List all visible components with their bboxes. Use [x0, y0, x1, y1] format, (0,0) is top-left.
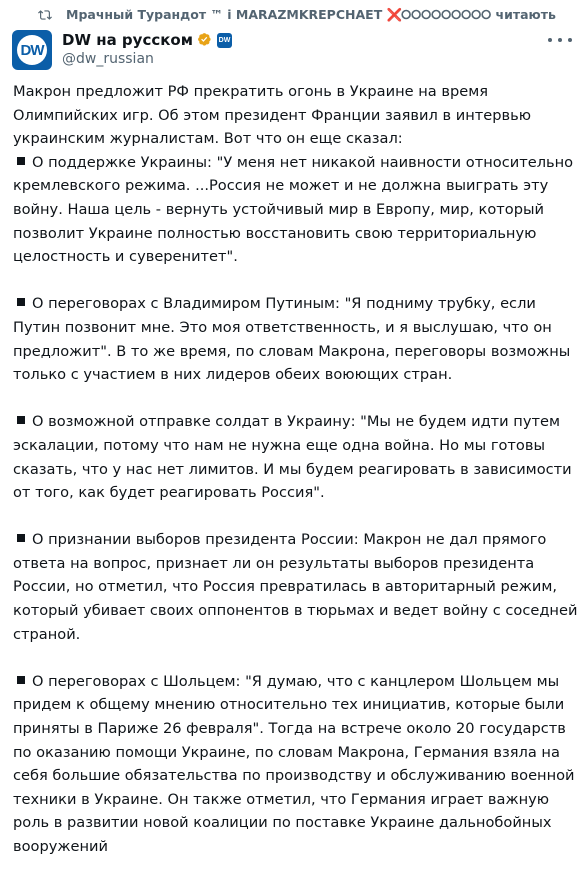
repost-action: читають: [495, 7, 556, 22]
bullet-icon: [17, 416, 25, 424]
tweet-point-text: О переговорах с Шольцем: "Я думаю, что с канцлером Шольцем мы придем к общему мнению относительно тех инициатив, которые были приняты в Париже 26 февраля". Тогда на встрече около 20 государств по оказанию помощи Украине, по словам Макрона, Германия взяла на себя большие обязательства по производству и обслуживанию военной техники в Украине. Он также отметил, что Германия играет важную роль в развитии новой коалиции по поставке Украине дальнобойных вооружений: [13, 672, 575, 855]
more-dot: [558, 38, 562, 42]
tweet-point: [13, 528, 579, 646]
bullet-icon: [17, 157, 25, 165]
repost-crosses: ❌: [386, 7, 402, 22]
bullet-icon: [17, 298, 25, 306]
paragraph-gap: [13, 646, 579, 670]
more-dot: [568, 38, 572, 42]
tweet-point-text: О переговорах с Владимиром Путиным: "Я подниму трубку, если Путин позвонит мне. Это моя ответственность, и я выслушаю, что он предложит". В то же время, по словам Макрона, переговоры возможны только с участием в них лидеров обеих воюющих стран.: [13, 295, 571, 384]
author-display-name[interactable]: DW на русском: [62, 31, 193, 49]
repost-text: [66, 7, 556, 23]
tweet-point-text: О поддержке Украины: "У меня нет никакой наивности относительно кремлевского режима. ...Россия не может и не должна выиграть эту войну. Наша цель - вернуть устойчивый мир в Европу, мир, который позволит Украине полностью восстановить свою территориальную целостность и суверенитет".: [13, 153, 574, 266]
more-options-icon[interactable]: [548, 32, 572, 48]
tweet-point: [13, 292, 579, 386]
tweet-text: [13, 80, 579, 859]
bullet-icon: [17, 534, 25, 542]
paragraph-gap: [13, 505, 579, 529]
author-handle[interactable]: @dw_russian: [62, 51, 154, 67]
more-dot: [548, 38, 552, 42]
tweet-point: [13, 410, 579, 504]
paragraph-gap: [13, 387, 579, 411]
author-name-row: [62, 30, 232, 50]
tweet-point: [13, 670, 579, 859]
tweet-point-text: О возможной отправке солдат в Украину: "Мы не будем идти путем эскалации, потому что нам не нужна еще одна война. Но мы готовы сказать, что у нас нет лимитов. И мы будем реагировать в зависимости от того, как будет реагировать Россия".: [13, 413, 572, 502]
affiliate-badge[interactable]: DW: [217, 33, 232, 48]
repost-indicator[interactable]: [0, 4, 584, 26]
repost-icon: [38, 8, 52, 22]
bullet-icon: [17, 676, 25, 684]
repost-circles: ⭘⭘⭘⭘⭘⭘⭘⭘⭘: [401, 7, 492, 22]
paragraph-gap: [13, 269, 579, 293]
tweet-point: [13, 151, 579, 269]
tweet-point-text: О признании выборов президента России: Макрон не дал прямого ответа на вопрос, признает ли он результаты выборов президента России, но отметил, что Россия превратилась в авторитарный режим, который убивает своих оппонентов в тюрьмах и ведет войну с соседней страной.: [13, 531, 578, 643]
tweet-intro: Макрон предложит РФ прекратить огонь в Украине на время Олимпийских игр. Об этом президент Франции заявил в интервью украинским журналистам. Вот что он еще сказал:: [13, 83, 531, 148]
repost-user[interactable]: Мрачный Турандот ™ і MARAZMKREPCHAET: [66, 7, 383, 22]
avatar[interactable]: [12, 30, 52, 70]
dw-logo-icon: DW: [17, 35, 47, 65]
verified-badge-icon: [197, 32, 213, 48]
tweet-header: [12, 30, 572, 74]
